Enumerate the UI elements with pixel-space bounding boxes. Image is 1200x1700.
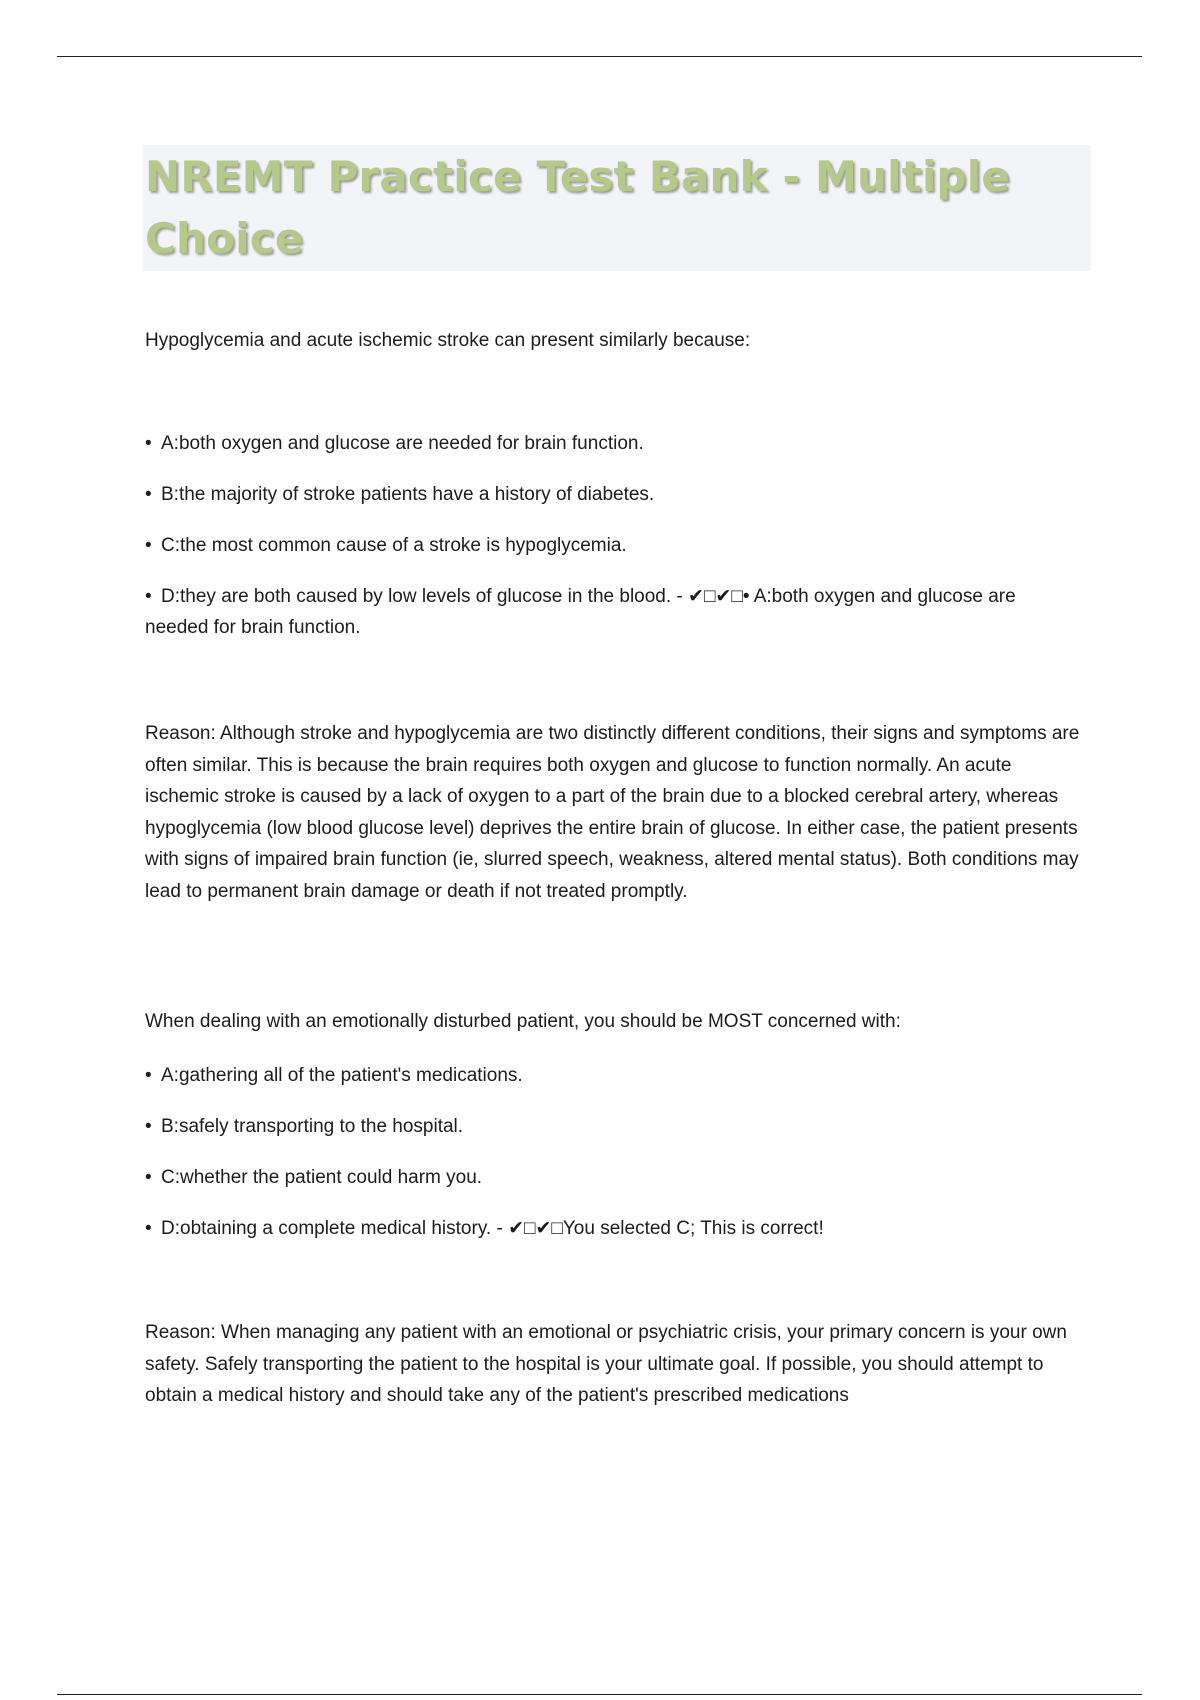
question-1-reason: Reason: Although stroke and hypoglycemia are two distinctly different conditions, their signs and symptoms are often similar. This is because the brain requires both oxygen and glucose to function normally. An acute ischemic stroke is caused by a lack of oxygen to a part of the brain due to a blocked cerebral artery, whereas hypoglycemia (low blood glucose level) deprives the entire brain of glucose. In either case, the patient presents with signs of impaired brain function (ie, slurred speech, weakness, altered mental status). Both conditions may lead to permanent brain damage or death if not treated promptly. [145,723,1080,902]
footer-rule [57,1694,1142,1695]
question-1-prompt: Hypoglycemia and acute ischemic stroke can present similarly because: [145,330,751,351]
option-text: C:the most common cause of a stroke is hypoglycemia. [161,535,627,556]
option-item [145,428,1080,459]
bullet-icon: • [145,535,152,556]
option-item [145,479,1080,510]
question-2-reason: Reason: When managing any patient with an emotional or psychiatric crisis, your primary concern is your own safety. Safely transporting the patient to the hospital is your ultimate goal. If possible, you should attempt to obtain a medical history and should take any of the patient's prescribed medications [145,1322,1067,1406]
option-text: A:gathering all of the patient's medications. [161,1065,523,1086]
header-rule [57,56,1142,57]
bullet-icon: • [145,1065,152,1086]
option-text: D:they are both caused by low levels of glucose in the blood. - ✔□✔□• A:both oxygen and glucose are needed for brain function. [145,586,1016,638]
option-text: B:the majority of stroke patients have a history of diabetes. [161,484,655,505]
bullet-icon: • [145,1218,152,1239]
option-item-with-answer [145,581,1080,643]
option-text: B:safely transporting to the hospital. [161,1116,464,1137]
option-item-with-answer [145,1213,1080,1244]
bullet-icon: • [145,1167,152,1188]
question-2-options [145,1060,1080,1264]
document-title: NREMT Practice Test Bank - Multiple Choice [145,152,1011,263]
bullet-icon: • [145,1116,152,1137]
option-item [145,530,1080,561]
option-item [145,1111,1080,1142]
bullet-icon: • [145,484,152,505]
option-text: D:obtaining a complete medical history. - ✔□✔□You selected C; This is correct! [161,1218,824,1239]
bullet-icon: • [145,586,152,607]
option-text: A:both oxygen and glucose are needed for brain function. [161,433,644,454]
question-1-options [145,428,1080,663]
option-item [145,1060,1080,1091]
option-text: C:whether the patient could harm you. [161,1167,483,1188]
question-2-prompt: When dealing with an emotionally disturbed patient, you should be MOST concerned with: [145,1011,901,1032]
option-item [145,1162,1080,1193]
bullet-icon: • [145,433,152,454]
